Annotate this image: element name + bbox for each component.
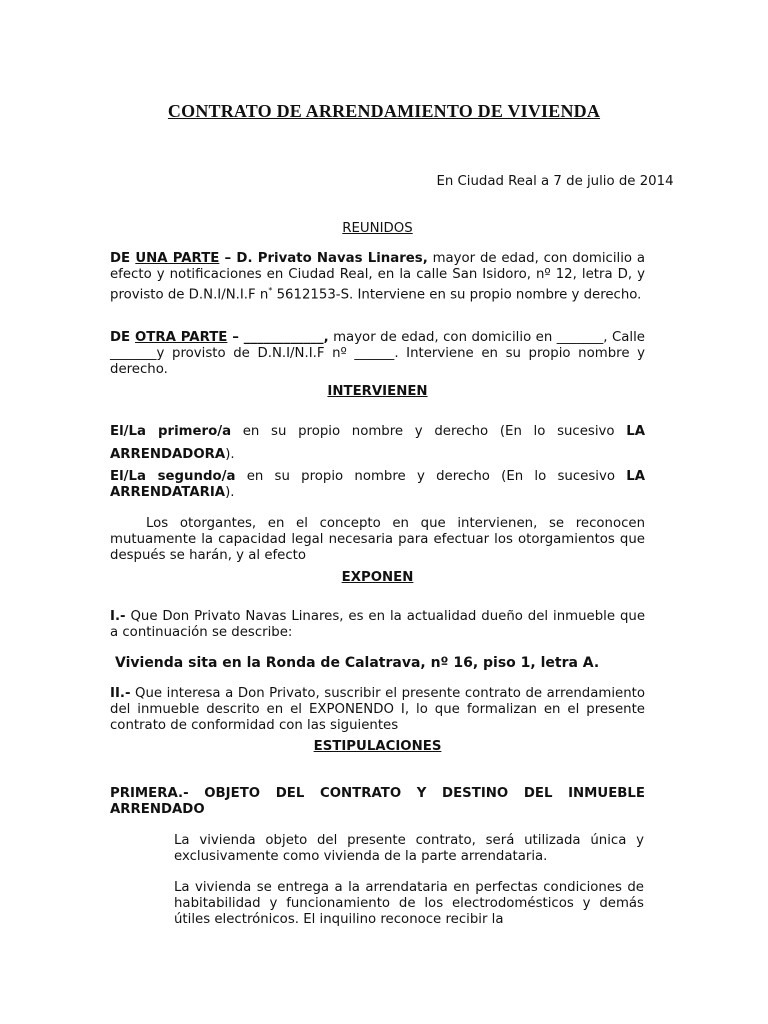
paragraph-uso-vivienda: La vivienda objeto del presente contrato, será utilizada única y exclusivamente como vivienda de la parte arrendataria. <box>174 833 644 864</box>
paragraph-exponendo-2: II.- Que interesa a Don Privato, suscribir el presente contrato de arrendamiento del inmueble descrito en el EXPONENDO I, lo que formalizan en el presente contrato de conformidad con las siguientes <box>110 686 645 733</box>
section-estipulaciones: ESTIPULACIONES <box>313 739 442 754</box>
paragraph-otorgantes: Los otorgantes, en el concepto en que intervienen, se reconocen mutuamente la capacidad legal necesaria para efectuar los otorgamientos que después se harán, y al efecto <box>110 516 645 563</box>
paragraph-una-parte: DE UNA PARTE – D. Privato Navas Linares, mayor de edad, con domicilio a efecto y notificaciones en Ciudad Real, en la calle San Isidoro, nº 12, letra D, y provisto de D.N.I/N.I.F n* 5612153-S. Interviene en su propio nombre y derecho. <box>110 251 645 303</box>
section-reunidos: REUNIDOS <box>342 221 413 236</box>
paragraph-exponendo-1: I.- Que Don Privato Navas Linares, es en la actualidad dueño del inmueble que a continuación se describe: <box>110 609 645 640</box>
document-title: CONTRATO DE ARRENDAMIENTO DE VIVIENDA <box>167 101 601 121</box>
paragraph-entrega-vivienda: La vivienda se entrega a la arrendataria en perfectas condiciones de habitabilidad y funcionamiento de los electrodomésticos y demás útiles electrónicos. El inquilino reconoce recibir la <box>174 880 644 927</box>
section-intervienen: INTERVIENEN <box>327 384 428 399</box>
place-date: En Ciudad Real a 7 de julio de 2014 <box>436 174 674 189</box>
paragraph-segundo: El/La segundo/a en su propio nombre y derecho (En lo sucesivo LA ARRENDATARIA). <box>110 469 645 500</box>
paragraph-otra-parte: DE OTRA PARTE – ____________, mayor de edad, con domicilio en _______, Calle _______y provisto de D.N.I/N.I.F nº ______. Interviene en su propio nombre y derecho. <box>110 330 645 377</box>
paragraph-primero: El/La primero/a en su propio nombre y derecho (En lo sucesivo LA ARRENDADORA). <box>110 424 645 462</box>
clause-primera-heading: PRIMERA.- OBJETO DEL CONTRATO Y DESTINO DEL INMUEBLE ARRENDADO <box>110 786 645 817</box>
vivienda-description: Vivienda sita en la Ronda de Calatrava, nº 16, piso 1, letra A. <box>115 655 600 671</box>
section-exponen: EXPONEN <box>341 570 414 585</box>
